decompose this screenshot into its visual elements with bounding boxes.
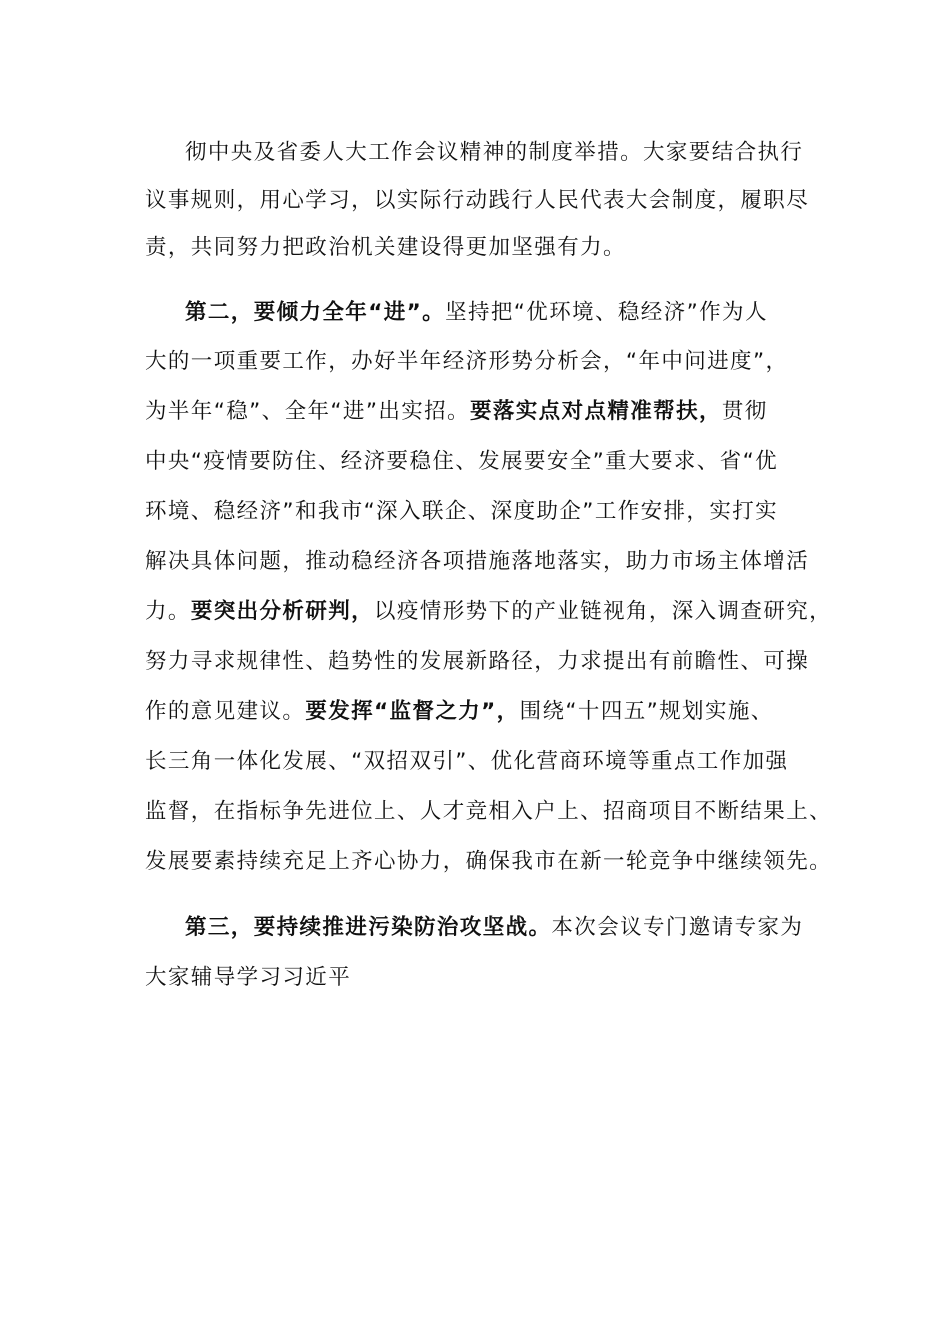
paragraph-2-line-1-text: 坚持把“优环境、稳经济”作为人 bbox=[445, 300, 768, 325]
paragraph-3-line-1-text: 本次会议专门邀请专家为 bbox=[551, 915, 804, 940]
paragraph-2-line-9 bbox=[145, 694, 825, 730]
paragraph-2-line-8: 努力寻求规律性、趋势性的发展新路径，力求提出有前瞻性、可操 bbox=[145, 649, 810, 674]
paragraph-1-line-2: 议事规则，用心学习，以实际行动践行人民代表大会制度，履职尽 bbox=[145, 188, 810, 213]
paragraph-2-line-11: 监督，在指标争先进位上、人才竞相入户上、招商项目不断结果上、 bbox=[145, 799, 833, 824]
paragraph-2-line-12: 发展要素持续充足上齐心协力，确保我市在新一轮竞争中继续领先。 bbox=[145, 849, 833, 874]
paragraph-2-line-6: 解决具体问题，推动稳经济各项措施落地落实，助力市场主体增活 bbox=[145, 549, 810, 574]
paragraph-2-line-1 bbox=[185, 295, 865, 331]
paragraph-2-line-3-tail: 贯彻 bbox=[721, 399, 768, 424]
paragraph-2-line-9-text: 作的意见建议。 bbox=[145, 699, 306, 724]
paragraph-2-line-10: 长三角一体化发展、“双招双引”、优化营商环境等重点工作加强 bbox=[145, 749, 789, 774]
paragraph-2-subheading-1: 要落实点对点精准帮扶， bbox=[469, 399, 722, 424]
paragraph-3-heading: 第三，要持续推进污染防治攻坚战。 bbox=[185, 915, 552, 940]
paragraph-2-line-7 bbox=[145, 594, 833, 630]
paragraph-2-subheading-2: 要突出分析研判， bbox=[190, 599, 375, 624]
paragraph-2-subheading-3: 要发挥“监督之力”， bbox=[305, 699, 520, 724]
paragraph-2-line-5: 环境、稳经济”和我市“深入联企、深度助企”工作安排，实打实 bbox=[145, 499, 779, 524]
paragraph-2-line-3 bbox=[145, 394, 825, 430]
paragraph-2-heading: 第二，要倾力全年“进”。 bbox=[185, 300, 446, 325]
paragraph-2-line-2: 大的一项重要工作，办好半年经济形势分析会，“年中问进度”， bbox=[145, 349, 789, 374]
paragraph-2-line-7-tail: 以疫情形势下的产业链视角，深入调查研究， bbox=[374, 599, 833, 624]
paragraph-1-line-3: 责，共同努力把政治机关建设得更加坚强有力。 bbox=[145, 235, 626, 260]
paragraph-1-line-1: 彻中央及省委人大工作会议精神的制度举措。大家要结合执行 bbox=[185, 140, 804, 165]
paragraph-2-line-3-text: 为半年“稳”、全年“进”出实招。 bbox=[145, 399, 470, 424]
paragraph-3-line-1 bbox=[185, 910, 865, 946]
paragraph-2-line-7-text: 力。 bbox=[145, 599, 191, 624]
paragraph-2-line-4: 中央“疫情要防住、经济要稳住、发展要安全”重大要求、省“优 bbox=[145, 449, 779, 474]
paragraph-3-line-2: 大家辅导学习习近平 bbox=[145, 965, 352, 990]
paragraph-2-line-9-tail: 围绕“十四五”规划实施、 bbox=[519, 699, 774, 724]
